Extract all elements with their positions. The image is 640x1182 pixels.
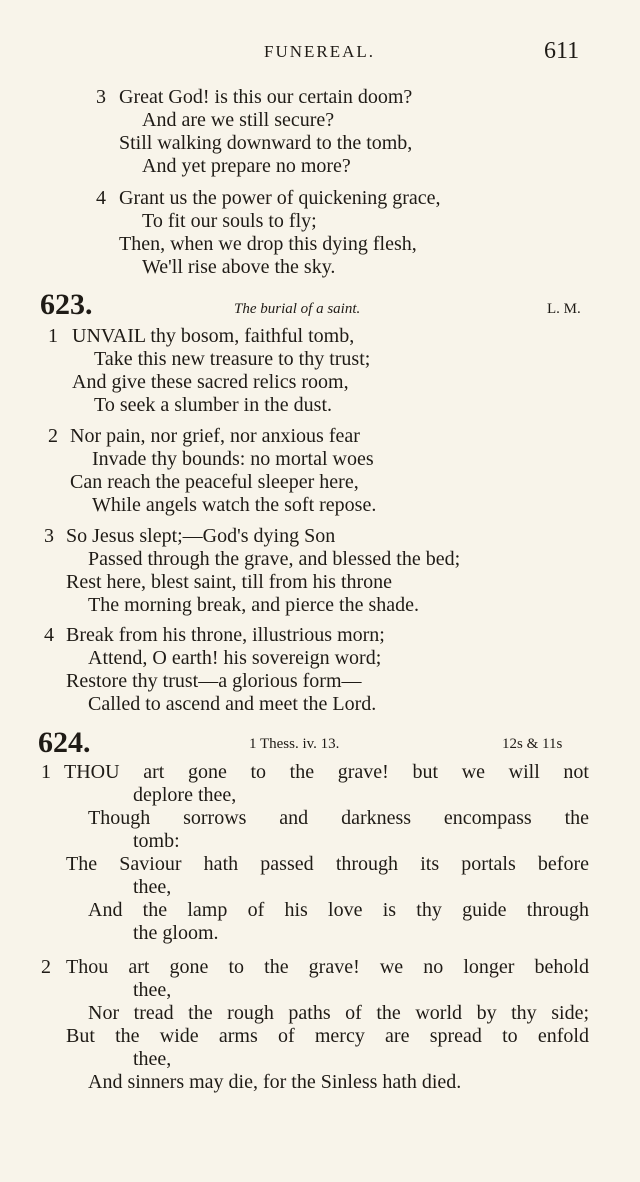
verse-line: tomb:	[133, 830, 180, 852]
verse-line: To fit our souls to fly;	[142, 210, 317, 232]
running-head	[0, 38, 640, 68]
verse-line: Invade thy bounds: no mortal woes	[92, 448, 374, 470]
stanza-number: 3	[44, 525, 54, 547]
hymn-number: 624.	[38, 726, 91, 759]
verse-line: But the wide arms of mercy are spread to enfold	[66, 1025, 589, 1047]
verse-line: Though sorrows and darkness encompass the	[88, 807, 589, 829]
hymn-meter: L. M.	[547, 301, 581, 317]
verse-line: Can reach the peaceful sleeper here,	[70, 471, 359, 493]
verse-line: Attend, O earth! his sovereign word;	[88, 647, 382, 669]
hymn-number: 623.	[40, 288, 93, 321]
verse-line: Still walking downward to the tomb,	[119, 132, 413, 154]
stanza-number: 4	[96, 187, 106, 209]
verse-line: Great God! is this our certain doom?	[119, 86, 413, 108]
stanza-number: 4	[44, 624, 54, 646]
verse-line: And give these sacred relics room,	[72, 371, 349, 393]
hymn-reference: 1 Thess. iv. 13.	[249, 736, 340, 752]
verse-line: And are we still secure?	[142, 109, 335, 131]
verse-line: thee,	[133, 876, 172, 898]
verse-line: the gloom.	[133, 922, 219, 944]
verse-line: We'll rise above the sky.	[142, 256, 336, 278]
verse-line: The morning break, and pierce the shade.	[88, 594, 419, 616]
stanza-number: 2	[48, 425, 58, 447]
verse-line: To seek a slumber in the dust.	[94, 394, 332, 416]
verse-line: thee,	[133, 979, 172, 1001]
verse-line: Then, when we drop this dying flesh,	[119, 233, 417, 255]
verse-line: Break from his throne, illustrious morn;	[66, 624, 385, 646]
verse-line: Nor tread the rough paths of the world by thy side;	[88, 1002, 589, 1024]
verse-line: So Jesus slept;—God's dying Son	[66, 525, 336, 547]
verse-line: Restore thy trust—a glorious form—	[66, 670, 362, 692]
stanza-number: 3	[96, 86, 106, 108]
stanza-number: 1	[41, 761, 51, 783]
verse-line: And the lamp of his love is thy guide through	[88, 899, 589, 921]
verse-line: Rest here, blest saint, till from his throne	[66, 571, 393, 593]
verse-line: Called to ascend and meet the Lord.	[88, 693, 377, 715]
verse-line: And yet prepare no more?	[142, 155, 351, 177]
hymn-title: The burial of a saint.	[234, 301, 361, 317]
verse-line: Passed through the grave, and blessed the bed;	[88, 548, 461, 570]
verse-line: THOU art gone to the grave! but we will not	[64, 761, 589, 783]
page-number: 611	[544, 38, 580, 64]
stanza-number: 2	[41, 956, 51, 978]
verse-line: And sinners may die, for the Sinless hath died.	[88, 1071, 462, 1093]
verse-line: Nor pain, nor grief, nor anxious fear	[70, 425, 360, 447]
verse-line: The Saviour hath passed through its portals before	[66, 853, 589, 875]
verse-line: deplore thee,	[133, 784, 237, 806]
running-title: FUNEREAL.	[264, 42, 376, 61]
verse-line: Take this new treasure to thy trust;	[94, 348, 371, 370]
verse-line: UNVAIL thy bosom, faithful tomb,	[72, 325, 355, 347]
hymn-meter: 12s & 11s	[502, 736, 563, 752]
verse-line: thee,	[133, 1048, 172, 1070]
verse-line: Grant us the power of quickening grace,	[119, 187, 441, 209]
verse-line: While angels watch the soft repose.	[92, 494, 377, 516]
stanza-number: 1	[48, 325, 58, 347]
verse-line: Thou art gone to the grave! we no longer behold	[66, 956, 589, 978]
